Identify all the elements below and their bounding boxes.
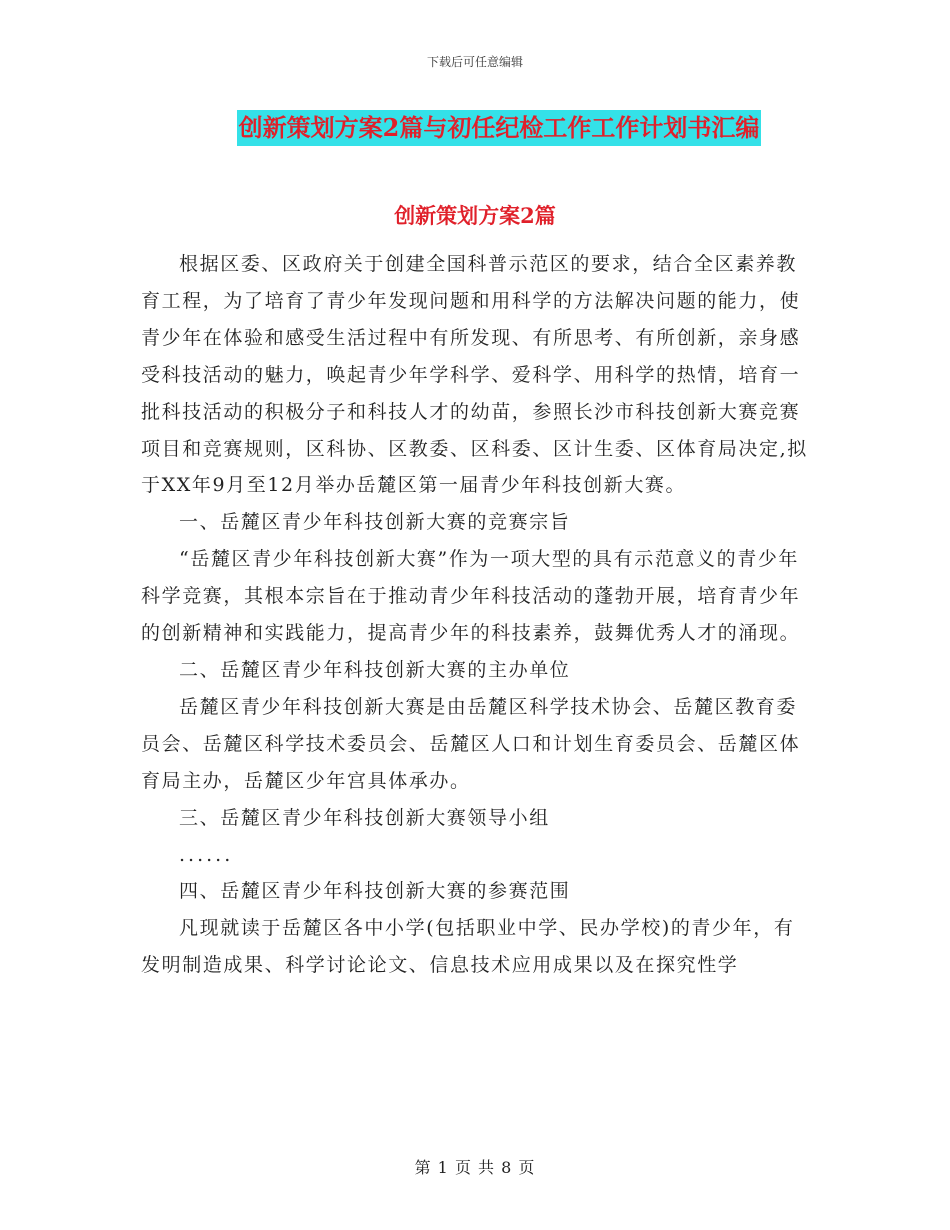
heading-scope: 四、岳麓区青少年科技创新大赛的参赛范围 [179,880,571,903]
page-number-footer: 第 1 页 共 8 页 [414,1158,536,1177]
paragraph-scope: 凡现就读于岳麓区各中小学(包括职业中学、民办学校)的青少年，有发明制造成果、科学讨论论文、信息技术应用成果以及在探究性学 [141,917,795,977]
paragraph-intro: 根据区委、区政府关于创建全国科普示范区的要求，结合全区素养教育工程，为了培育了青少年发现问题和用科学的方法解决问题的能力，使青少年在体验和感受生活过程中有所发现、有所思考、有所创新，亲身感受科技活动的魅力，唤起青少年学科学、爱科学、用科学的热情，培育一批科技活动的积极分子和科技人才的幼苗，参照长沙市科技创新大赛竞赛项目和竞赛规则，区科协、区教委、区科委、区计生委、区体育局决定,拟于XX年9月至12月举办岳麓区第一届青少年科技创新大赛。 [141,253,808,497]
heading-organizers: 二、岳麓区青少年科技创新大赛的主办单位 [179,658,571,681]
document-title-container [0,110,950,146]
document-body [141,246,811,984]
page-header-note: 下载后可任意编辑 [426,55,523,69]
document-title: 创新策划方案2篇与初任纪检工作工作计划书汇编 [237,110,762,146]
section-title: 创新策划方案2篇 [394,203,556,228]
paragraph-purpose: “岳麓区青少年科技创新大赛”作为一项大型的具有示范意义的青少年科学竞赛，其根本宗旨在于推动青少年科技活动的蓬勃开展，培育青少年的创新精神和实践能力，提高青少年的科技素养，鼓舞优秀人才的涌现。 [141,548,801,645]
paragraph-organizers: 岳麓区青少年科技创新大赛是由岳麓区科学技术协会、岳麓区教育委员会、岳麓区科学技术委员会、岳麓区人口和计划生育委员会、岳麓区体育局主办，岳麓区少年宫具体承办。 [141,695,801,792]
heading-purpose: 一、岳麓区青少年科技创新大赛的竞赛宗旨 [179,511,571,534]
heading-leadership: 三、岳麓区青少年科技创新大赛领导小组 [179,806,550,829]
ellipsis-line: ...... [179,843,234,866]
